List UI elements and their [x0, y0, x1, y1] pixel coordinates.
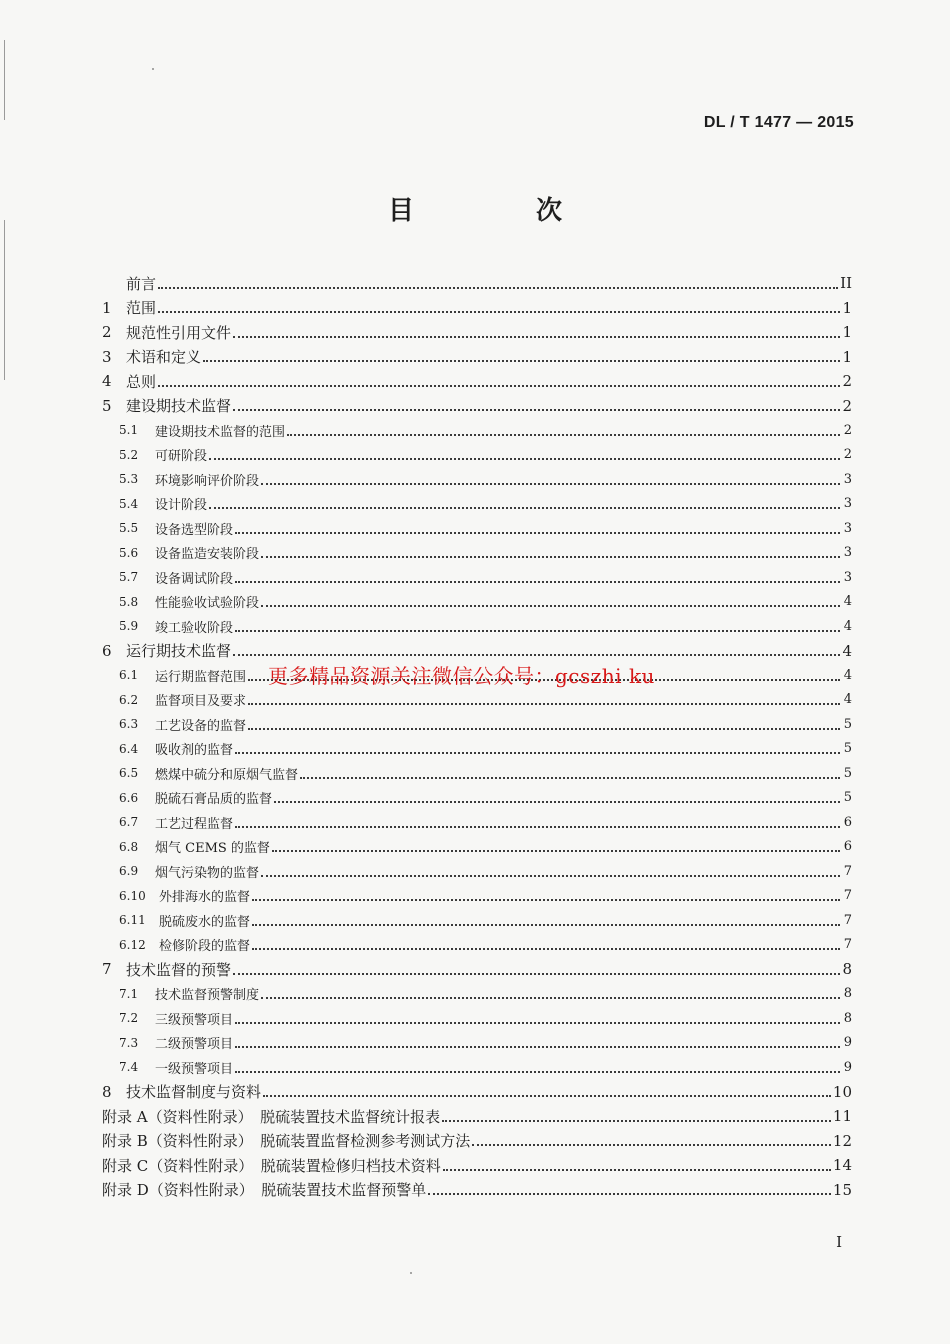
dot-leader [252, 947, 840, 950]
scan-speck [152, 68, 154, 70]
toc-entry-page: 4 [843, 594, 852, 610]
toc-entry-title: 脱硫石膏品质的监督 [155, 792, 273, 808]
toc-entry-number: 5.5 [119, 521, 139, 536]
toc-entry[interactable] [102, 271, 852, 296]
toc-entry-title: 监督项目及要求 [155, 694, 247, 710]
toc-entry-title: 技术监督预警制度 [155, 988, 260, 1004]
toc-entry-page: 3 [843, 545, 852, 561]
toc-entry-page: 2 [842, 372, 852, 391]
dot-leader [252, 898, 840, 901]
toc-entry-page: 8 [842, 960, 852, 979]
watermark-text: 更多精品资源关注微信公众号：gcszhi ku [268, 664, 655, 688]
toc-entry-number: 7.1 [119, 986, 139, 1001]
toc-entry-title: 二级预警项目 [155, 1037, 234, 1053]
toc-entry-number: 6.10 [119, 888, 146, 903]
toc-entry[interactable] [102, 418, 852, 443]
dot-leader [235, 825, 840, 828]
toc-entry-title: 技术监督的预警 [126, 960, 232, 979]
scan-edge-mark [4, 220, 5, 380]
dot-leader [261, 604, 840, 607]
toc-entry[interactable] [102, 859, 852, 884]
toc-entry-number: 6.5 [119, 766, 139, 781]
toc-entry-number: 5 [102, 396, 112, 415]
toc-entry-page: 7 [843, 912, 852, 928]
dot-leader [472, 1143, 831, 1146]
dot-leader [287, 433, 840, 436]
toc-entry-page: 2 [842, 396, 852, 415]
toc-entry-number: 6.11 [119, 913, 146, 928]
toc-entry-number: 5.2 [119, 447, 139, 462]
dot-leader [209, 457, 840, 460]
toc-entry[interactable] [102, 394, 852, 419]
toc-entry-title: 性能验收试验阶段 [155, 596, 260, 612]
toc-entry-number: 6.2 [119, 692, 139, 707]
toc-entry[interactable] [102, 835, 852, 860]
toc-entry-number: 6.4 [119, 741, 139, 756]
toc-entry-number: 6.8 [119, 839, 139, 854]
toc-entry[interactable] [102, 345, 852, 370]
toc-entry-title: 总则 [126, 372, 157, 391]
toc-entry-page: 3 [843, 471, 852, 487]
toc-entry-title: 规范性引用文件 [126, 323, 232, 342]
dot-leader [261, 874, 840, 877]
toc-entry-title: 吸收剂的监督 [155, 743, 234, 759]
toc-entry-title: 附录 D（资料性附录） 脱硫装置技术监督预警单 [102, 1181, 427, 1200]
toc-entry[interactable] [102, 541, 852, 566]
toc-entry[interactable] [102, 565, 852, 590]
toc-entry-number: 3 [102, 347, 112, 366]
dot-leader [274, 800, 840, 803]
toc-entry-page: 1 [842, 323, 852, 342]
toc-entry[interactable] [102, 1153, 852, 1178]
dot-leader [233, 653, 840, 656]
toc-entry-page: 11 [832, 1107, 852, 1126]
toc-entry[interactable] [102, 786, 852, 811]
toc-entry[interactable] [102, 1055, 852, 1080]
dot-leader [158, 310, 840, 313]
toc-entry[interactable] [102, 982, 852, 1007]
toc-entry-page: 3 [843, 520, 852, 536]
toc-entry[interactable] [102, 712, 852, 737]
toc-entry-title: 运行期监督范围 [155, 669, 247, 685]
toc-entry[interactable] [102, 1031, 852, 1056]
page-title: 目 次 [387, 196, 610, 226]
toc-entry-title: 附录 A（资料性附录） 脱硫装置技术监督统计报表 [102, 1107, 441, 1126]
dot-leader [203, 359, 840, 362]
toc-entry-title: 设备选型阶段 [155, 522, 234, 538]
toc-entry-page: II [840, 274, 852, 293]
toc-entry-number: 6.9 [119, 864, 139, 879]
toc-entry[interactable] [102, 933, 852, 958]
dot-leader [272, 849, 840, 852]
toc-entry[interactable] [102, 884, 852, 909]
toc-entry[interactable] [102, 369, 852, 394]
toc-entry-title: 范围 [126, 299, 157, 318]
toc-entry-title: 技术监督制度与资料 [126, 1083, 262, 1102]
toc-entry-number: 7.4 [119, 1060, 139, 1075]
toc-entry[interactable] [102, 590, 852, 615]
toc-entry-title: 术语和定义 [126, 348, 202, 367]
toc-entry-number: 6.6 [119, 790, 139, 805]
toc-entry[interactable] [102, 1178, 852, 1203]
page-number: I [836, 1233, 842, 1251]
dot-leader [233, 408, 840, 411]
toc-entry[interactable] [102, 492, 852, 517]
toc-entry-title: 可研阶段 [155, 449, 208, 465]
toc-entry-page: 9 [843, 1035, 852, 1051]
toc-entry[interactable] [102, 614, 852, 639]
toc-entry[interactable] [102, 296, 852, 321]
dot-leader [235, 580, 840, 583]
dot-leader [235, 629, 840, 632]
dot-leader [209, 506, 840, 509]
toc-entry[interactable] [102, 320, 852, 345]
toc-entry-title: 竣工验收阶段 [155, 620, 234, 636]
toc-entry-title: 工艺过程监督 [155, 816, 234, 832]
dot-leader [233, 335, 840, 338]
toc-entry-title: 附录 B（资料性附录） 脱硫装置监督检测参考测试方法 [102, 1132, 471, 1151]
toc-entry-page: 8 [843, 1010, 852, 1026]
toc-entry-page: 9 [843, 1059, 852, 1075]
toc-entry-title: 检修阶段的监督 [159, 939, 251, 955]
dot-leader [233, 972, 840, 975]
toc-entry-title: 工艺设备的监督 [155, 718, 247, 734]
dot-leader [261, 482, 840, 485]
toc-entry[interactable] [102, 467, 852, 492]
toc-entry-page: 6 [843, 814, 852, 830]
dot-leader [235, 751, 840, 754]
toc-entry-number: 8 [102, 1082, 112, 1101]
dot-leader [235, 1021, 840, 1024]
dot-leader [252, 923, 840, 926]
toc-entry-number: 6.3 [119, 717, 139, 732]
toc-entry-page: 7 [843, 937, 852, 953]
toc-entry-number: 7 [102, 960, 112, 979]
toc-entry-number: 6.1 [119, 668, 139, 683]
toc-entry-page: 5 [843, 765, 852, 781]
dot-leader [248, 702, 840, 705]
toc-entry[interactable] [102, 908, 852, 933]
scan-edge-mark [4, 40, 5, 120]
toc-entry-number: 5.1 [119, 423, 139, 438]
toc-entry-number: 6.12 [119, 937, 146, 952]
dot-leader [261, 996, 840, 999]
dot-leader [428, 1192, 831, 1195]
toc-entry-title: 外排海水的监督 [159, 890, 251, 906]
toc-entry-page: 4 [842, 641, 852, 660]
toc-entry-page: 12 [832, 1131, 852, 1150]
scan-speck [410, 1272, 412, 1274]
toc-entry-page: 5 [843, 790, 852, 806]
document-code: DL / T 1477 — 2015 [703, 114, 854, 131]
dot-leader [235, 531, 840, 534]
table-of-contents [102, 271, 852, 1202]
toc-entry[interactable] [102, 1104, 852, 1129]
toc-entry[interactable] [102, 1080, 852, 1105]
toc-entry-page: 4 [843, 667, 852, 683]
toc-entry-title: 燃煤中硫分和原烟气监督 [155, 767, 299, 783]
dot-leader [158, 286, 838, 289]
toc-entry-number: 7.2 [119, 1011, 139, 1026]
toc-entry-page: 8 [843, 986, 852, 1002]
toc-entry-page: 7 [843, 863, 852, 879]
toc-entry[interactable] [102, 810, 852, 835]
toc-entry-number: 5.7 [119, 570, 139, 585]
dot-leader [235, 1045, 840, 1048]
toc-entry[interactable] [102, 957, 852, 982]
toc-entry-title: 环境影响评价阶段 [155, 473, 260, 489]
toc-entry-title: 附录 C（资料性附录） 脱硫装置检修归档技术资料 [102, 1156, 441, 1175]
toc-entry-title: 建设期技术监督 [126, 397, 232, 416]
toc-entry-page: 4 [843, 692, 852, 708]
toc-entry-number: 6.7 [119, 815, 139, 830]
toc-entry-number: 5.6 [119, 545, 139, 560]
dot-leader [263, 1094, 831, 1097]
toc-entry-number: 4 [102, 372, 112, 391]
toc-entry-page: 2 [843, 447, 852, 463]
toc-entry[interactable] [102, 443, 852, 468]
toc-entry-page: 1 [842, 347, 852, 366]
dot-leader [158, 384, 840, 387]
dot-leader [443, 1168, 831, 1171]
toc-entry-page: 14 [832, 1156, 852, 1175]
toc-entry[interactable] [102, 737, 852, 762]
toc-entry-page: 6 [843, 839, 852, 855]
toc-entry-page: 5 [843, 716, 852, 732]
toc-entry-title: 烟气 CEMS 的监督 [155, 841, 270, 857]
toc-entry-title: 设计阶段 [155, 498, 208, 514]
dot-leader [235, 1070, 840, 1073]
toc-entry-page: 1 [842, 298, 852, 317]
toc-entry-title: 建设期技术监督的范围 [155, 424, 286, 440]
toc-entry-number: 5.8 [119, 594, 139, 609]
toc-entry-title: 三级预警项目 [155, 1012, 234, 1028]
toc-entry-page: 3 [843, 569, 852, 585]
toc-entry-title: 前言 [126, 274, 157, 293]
toc-entry[interactable] [102, 688, 852, 713]
toc-entry-page: 10 [832, 1082, 852, 1101]
toc-entry-number: 2 [102, 323, 112, 342]
dot-leader [442, 1119, 831, 1122]
toc-entry-page: 3 [843, 496, 852, 512]
toc-entry-title: 运行期技术监督 [126, 642, 232, 661]
toc-entry-title: 脱硫废水的监督 [159, 914, 251, 930]
toc-entry[interactable] [102, 761, 852, 786]
toc-entry-page: 4 [843, 618, 852, 634]
toc-entry-page: 5 [843, 741, 852, 757]
toc-entry-page: 2 [843, 422, 852, 438]
toc-entry[interactable] [102, 1006, 852, 1031]
toc-entry-page: 7 [843, 888, 852, 904]
dot-leader [300, 776, 840, 779]
toc-entry-title: 设备调试阶段 [155, 571, 234, 587]
toc-entry-title: 一级预警项目 [155, 1061, 234, 1077]
toc-entry[interactable] [102, 1129, 852, 1154]
toc-entry-number: 5.3 [119, 472, 139, 487]
toc-entry-number: 1 [102, 298, 112, 317]
toc-entry-number: 6 [102, 641, 112, 660]
toc-entry[interactable] [102, 516, 852, 541]
dot-leader [248, 727, 840, 730]
dot-leader [261, 555, 840, 558]
toc-entry-number: 7.3 [119, 1035, 139, 1050]
toc-entry-title: 烟气污染物的监督 [155, 865, 260, 881]
toc-entry-number: 5.9 [119, 619, 139, 634]
toc-entry-title: 设备监造安装阶段 [155, 547, 260, 563]
toc-entry-number: 5.4 [119, 496, 139, 511]
toc-entry-page: 15 [832, 1180, 852, 1199]
